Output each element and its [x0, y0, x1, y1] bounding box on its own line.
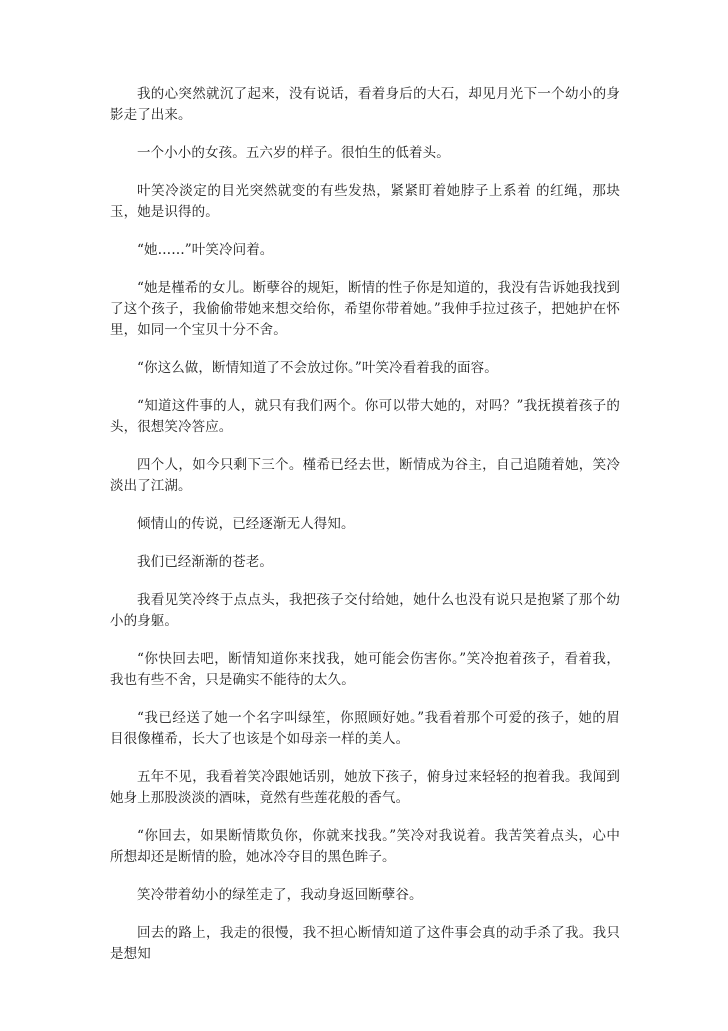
paragraph-17: 回去的路上，我走的很慢，我不担心断情知道了这件事会真的动手杀了我。我只是想知	[110, 925, 620, 962]
paragraph-3: 叶笑冷淡定的目光突然就变的有些发热，紧紧盯着她脖子上系着 的红绳，那块玉，她是识得的。	[110, 183, 620, 220]
paragraph-10: 我们已经渐渐的苍老。	[137, 554, 273, 570]
paragraph-2: 一个小小的女孩。五六岁的样子。很怕生的低着头。	[137, 145, 450, 161]
paragraph-12: “你快回去吧，断情知道你来找我，她可能会伤害你。”笑冷抱着孩子，看着我，我也有些不舍，只是确实不能待的太久。	[110, 651, 620, 688]
paragraph-5: “她是槿希的女儿。断孽谷的规矩，断情的性子你是知道的，我没有告诉她我找到了这个孩子，我偷偷带她来想交给你，希望你带着她。”我伸手拉过孩子，把她护在怀里，如同一个宝贝十分不舍。	[110, 280, 621, 338]
paragraph-11: 我看见笑冷终于点点头，我把孩子交付给她，她什么也没有说只是抱紧了那个幼小的身躯。	[110, 592, 620, 629]
paragraph-15: “你回去，如果断情欺负你，你就来找我。”笑冷对我说着。我苦笑着点头，心中所想却还是断情的脸，她冰冷夺目的黑色眸子。	[110, 828, 620, 865]
paragraph-1: 我的心突然就沉了起来，没有说话，看着身后的大石，却见月光下一个幼小的身影走了出来。	[110, 86, 620, 123]
paragraph-4: “她……”叶笑冷问着。	[137, 242, 274, 258]
paragraph-14: 五年不见，我看着笑冷跟她话别，她放下孩子，俯身过来轻轻的抱着我。我闻到她身上那股淡淡的酒味，竟然有些莲花般的香气。	[110, 769, 620, 806]
paragraph-9: 倾情山的传说，已经逐渐无人得知。	[137, 516, 355, 532]
paragraph-8: 四个人，如今只剩下三个。槿希已经去世，断情成为谷主，自己追随着她，笑冷淡出了江湖。	[110, 457, 620, 494]
paragraph-6: “你这么做，断情知道了不会放过你。”叶笑冷看着我的面容。	[137, 360, 498, 376]
paragraph-7: “知道这件事的人，就只有我们两个。你可以带大她的，对吗？”我抚摸着孩子的头，很想笑冷答应。	[110, 398, 620, 435]
paragraph-13: “我已经送了她一个名字叫绿笙，你照顾好她。”我看着那个可爱的孩子，她的眉目很像槿希，长大了也该是个如母亲一样的美人。	[110, 710, 620, 747]
document-page	[110, 84, 620, 982]
paragraph-16: 笑冷带着幼小的绿笙走了，我动身返回断孽谷。	[137, 887, 423, 903]
